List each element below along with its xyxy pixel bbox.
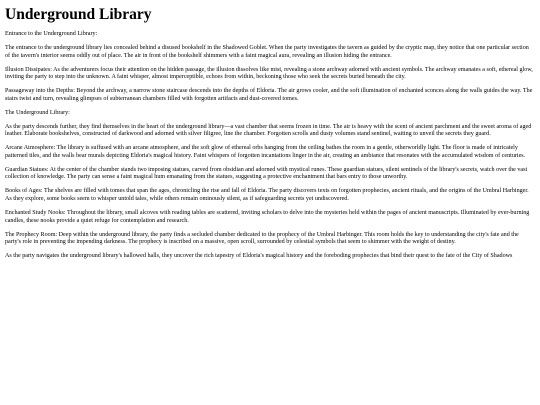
paragraph-guardian-statues: Guardian Statues: At the center of the chamber stands two imposing statues, carved from obsidian and adorned with mystical runes. These guardian statues, silent sentinels of the library's secrets, watch over the vast collection of knowledge. The party can sense a faint magical hum emanating from the statues, suggesting a protective enchantment that bars entry to those unworthy. [5, 166, 528, 181]
paragraph-conclusion: As the party navigates the underground library's hallowed halls, they uncover the rich tapestry of Eldoria's magical history and the foreboding prophecies that bind their quest to the fate of the City of Shadows [5, 253, 513, 260]
paragraph-library-intro: As the party descends further, they find themselves in the heart of the underground library—a vast chamber that seems frozen in time. The air is heavy with the scent of ancient parchment and the sweet aroma of aged leather. Elaborate bookshelves, constructed of darkwood and adorned with silver filigree, line the chamber. Forgotten scrolls and dusty volumes stand sentinel, waiting to unveil the secrets they guard. [5, 123, 532, 138]
paragraph-study-nooks: Enchanted Study Nooks: Throughout the library, small alcoves with reading tables are scattered, inviting scholars to delve into the mysteries held within the pages of ancient manuscripts. Illuminated by ever-burning candles, these nooks provide a quiet refuge for contemplation and research. [5, 210, 530, 224]
page-title: Underground Library [5, 6, 152, 23]
paragraph-illusion-dissipates: Illusion Dissipates: As the adventurers focus their attention on the hidden passage, the illusion dissolves like mist, revealing a stone archway adorned with ancient symbols. The archway emanates a soft, ethereal glow, inviting the party to step into the unknown. A faint whisper, almost imperceptible, echoes from within, beckoning those who seek the secrets buried beneath the city. [5, 66, 533, 81]
paragraph-prophecy-room: The Prophecy Room: Deep within the underground library, the party finds a secluded chamber dedicated to the prophecy of the Umbral Harbinger. This room holds the key to understanding the city's fate and the party's role in preventing the impending darkness. The prophecy is inscribed on a massive, open scroll, surrounded by celestial symbols that seem to shimmer with the weight of destiny. [5, 231, 519, 246]
section-heading-entrance: Entrance to the Underground Library: [5, 31, 98, 37]
paragraph-entrance-intro: The entrance to the underground library lies concealed behind a disused bookshelf in the Shadowed Goblet. When the party investigates the tavern as guided by the cryptic map, they notice that one particular section of the tavern's interior seems oddly out of place. The air in front of the bookshelf shimmers with a faint magical aura, revealing an illusion hiding the entrance. [5, 44, 529, 59]
paragraph-books-of-ages: Books of Ages: The shelves are filled with tomes that span the ages, chronicling the rise and fall of Eldoria. The party discovers texts on forgotten prophecies, ancient rituals, and the origins of the Umbral Harbinger. As they explore, some books seem to whisper untold tales, while others remain ominously silent, as if safeguarding secrets yet undiscovered. [5, 188, 529, 203]
paragraph-arcane-atmosphere: Arcane Atmosphere: The library is suffused with an arcane atmosphere, and the soft glow of ethereal orbs hanging from the ceiling bathes the room in a gentle, otherworldly light. The floor is made of intricately patterned tiles, and the walls bear murals depicting Eldoria's magical history. Faint whispers of forgotten incantations linger in the air, creating an ambiance that resonates with the accumulated wisdom of centuries. [5, 145, 526, 159]
section-heading-library: The Underground Library: [5, 109, 70, 116]
paragraph-passageway: Passageway into the Depths: Beyond the archway, a narrow stone staircase descends into the depths of Eldoria. The air grows cooler, and the soft illumination of enchanted sconces along the walls guides the way. The stairs twist and turn, revealing glimpses of subterranean chambers filled with forgotten artifacts and dust-covered tomes. [5, 88, 533, 102]
